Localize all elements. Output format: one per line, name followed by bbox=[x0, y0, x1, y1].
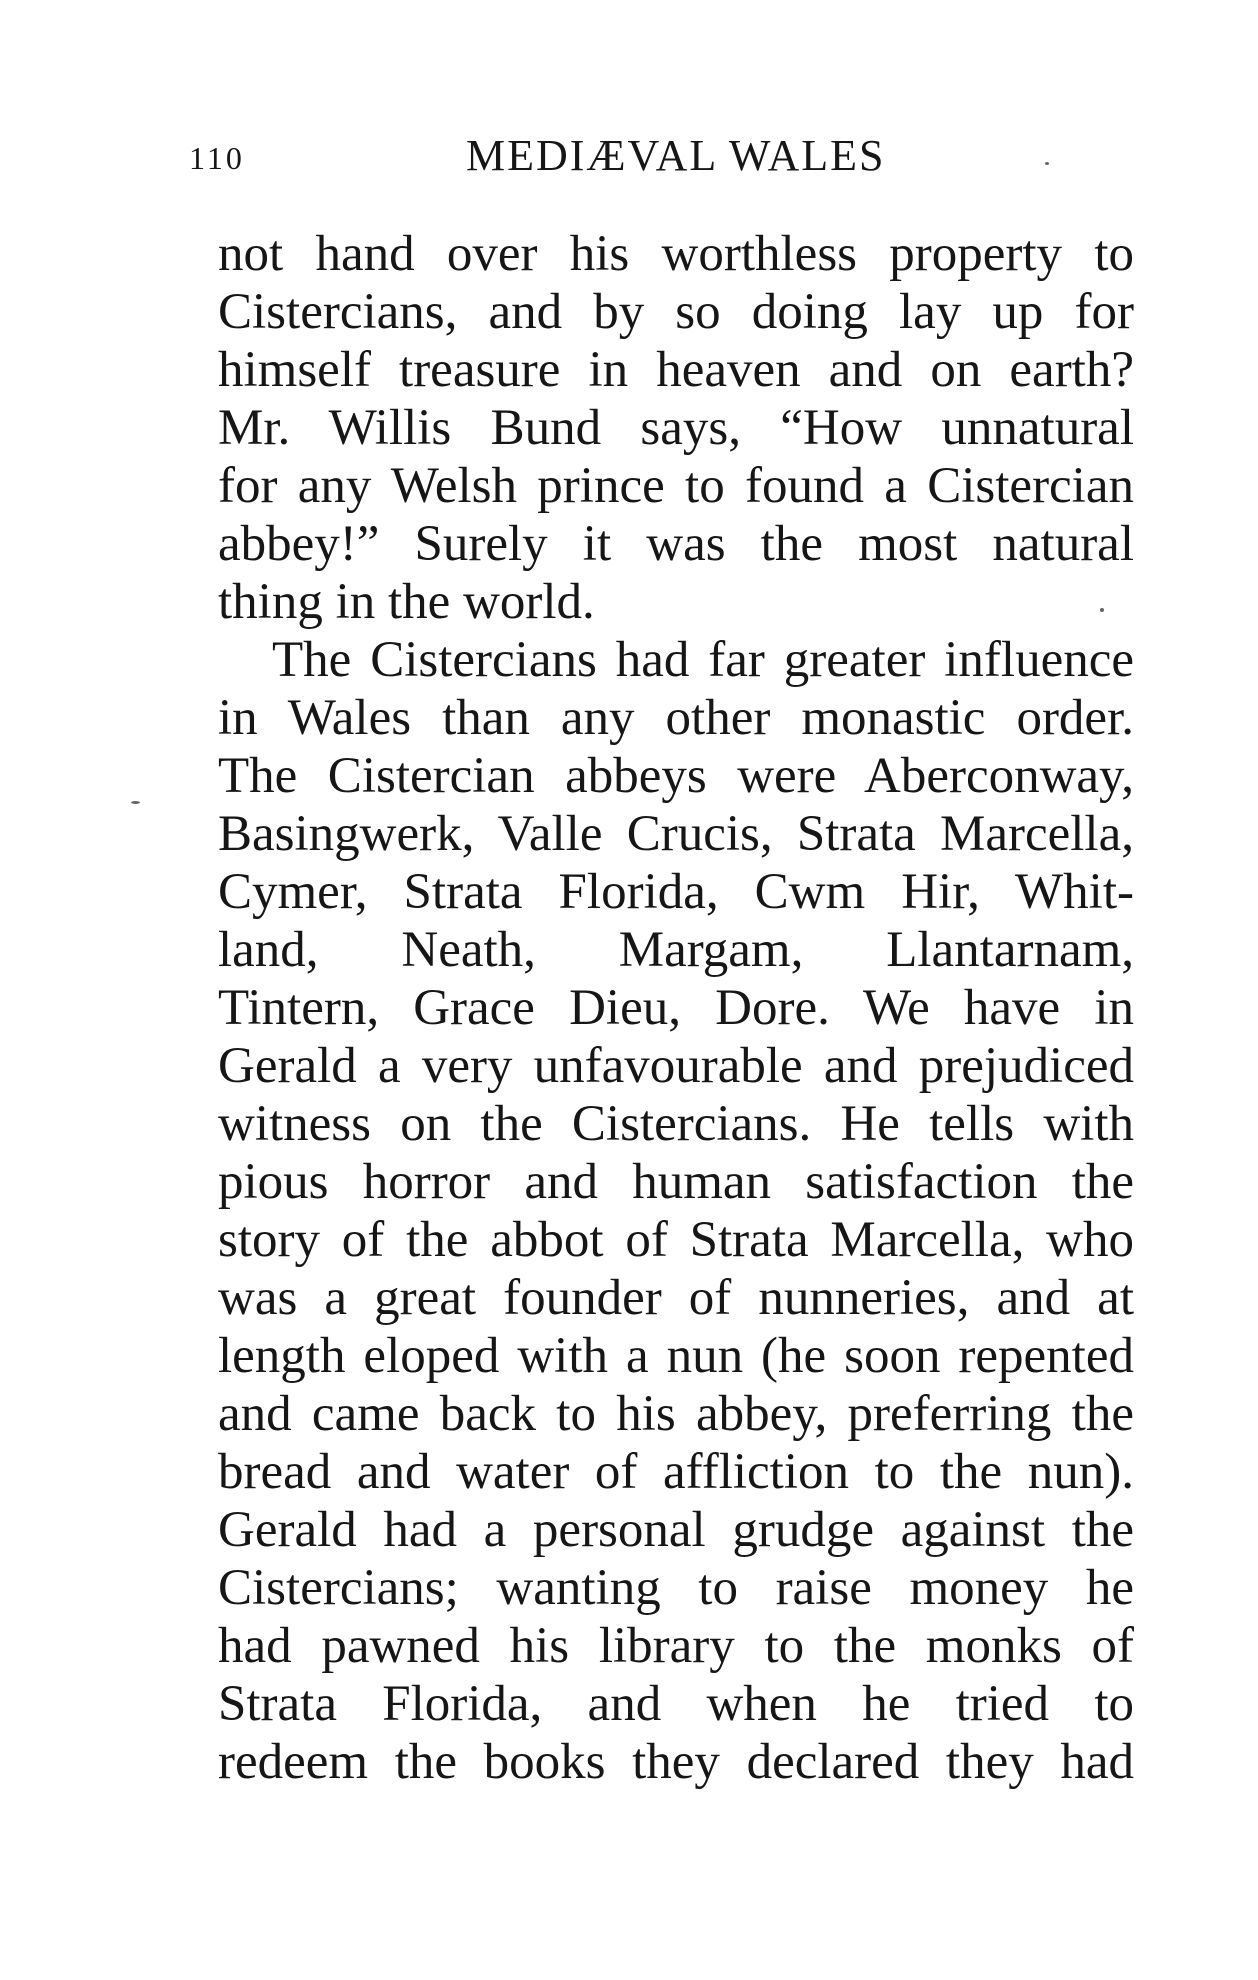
text-line: Cistercians, and by so doing lay up for bbox=[218, 284, 1134, 340]
text-line: witness on the Cistercians. He tells with bbox=[218, 1096, 1134, 1152]
text-line: pious horror and human satisfaction the bbox=[218, 1154, 1134, 1210]
scan-speck bbox=[131, 801, 140, 804]
scan-speck bbox=[1045, 162, 1049, 165]
text-line: Cymer, Strata Florida, Cwm Hir, Whit- bbox=[218, 864, 1134, 920]
text-line: story of the abbot of Strata Marcella, who bbox=[218, 1212, 1134, 1268]
paragraph-1 bbox=[218, 225, 1134, 631]
text-line: Gerald a very unfavourable and prejudiced bbox=[218, 1038, 1134, 1094]
text-line: The Cistercian abbeys were Aberconway, bbox=[218, 748, 1134, 804]
text-line: Gerald had a personal grudge against the bbox=[218, 1502, 1134, 1558]
body-text bbox=[218, 225, 1134, 1791]
running-title: MEDIÆVAL WALES bbox=[466, 131, 886, 180]
text-line: redeem the books they declared they had bbox=[218, 1734, 1134, 1790]
text-line: abbey!” Surely it was the most natural bbox=[218, 516, 1134, 572]
text-line: thing in the world. bbox=[218, 574, 595, 630]
text-line: Cistercians; wanting to raise money he bbox=[218, 1560, 1134, 1616]
text-line: had pawned his library to the monks of bbox=[218, 1618, 1134, 1674]
text-line: in Wales than any other monastic order. bbox=[218, 690, 1134, 746]
text-line: and came back to his abbey, preferring the bbox=[218, 1386, 1134, 1442]
scan-speck bbox=[1100, 608, 1104, 612]
text-line: not hand over his worthless property to bbox=[218, 226, 1134, 282]
text-line: Mr. Willis Bund says, “How unnatural bbox=[218, 400, 1134, 456]
text-line: himself treasure in heaven and on earth? bbox=[218, 342, 1134, 398]
running-head bbox=[0, 130, 1258, 186]
text-line: land, Neath, Margam, Llantarnam, bbox=[218, 922, 1134, 978]
text-line: Tintern, Grace Dieu, Dore. We have in bbox=[218, 980, 1134, 1036]
text-line: for any Welsh prince to found a Cistercian bbox=[218, 458, 1134, 514]
text-line: Basingwerk, Valle Crucis, Strata Marcella, bbox=[218, 806, 1134, 862]
text-line: bread and water of affliction to the nun). bbox=[218, 1444, 1134, 1500]
paragraph-2 bbox=[218, 631, 1134, 1791]
text-line: Strata Florida, and when he tried to bbox=[218, 1676, 1134, 1732]
page-number: 110 bbox=[189, 140, 245, 176]
text-line: length eloped with a nun (he soon repented bbox=[218, 1328, 1134, 1384]
text-line: was a great founder of nunneries, and at bbox=[218, 1270, 1134, 1326]
text-line: The Cistercians had far greater influence bbox=[272, 632, 1134, 688]
